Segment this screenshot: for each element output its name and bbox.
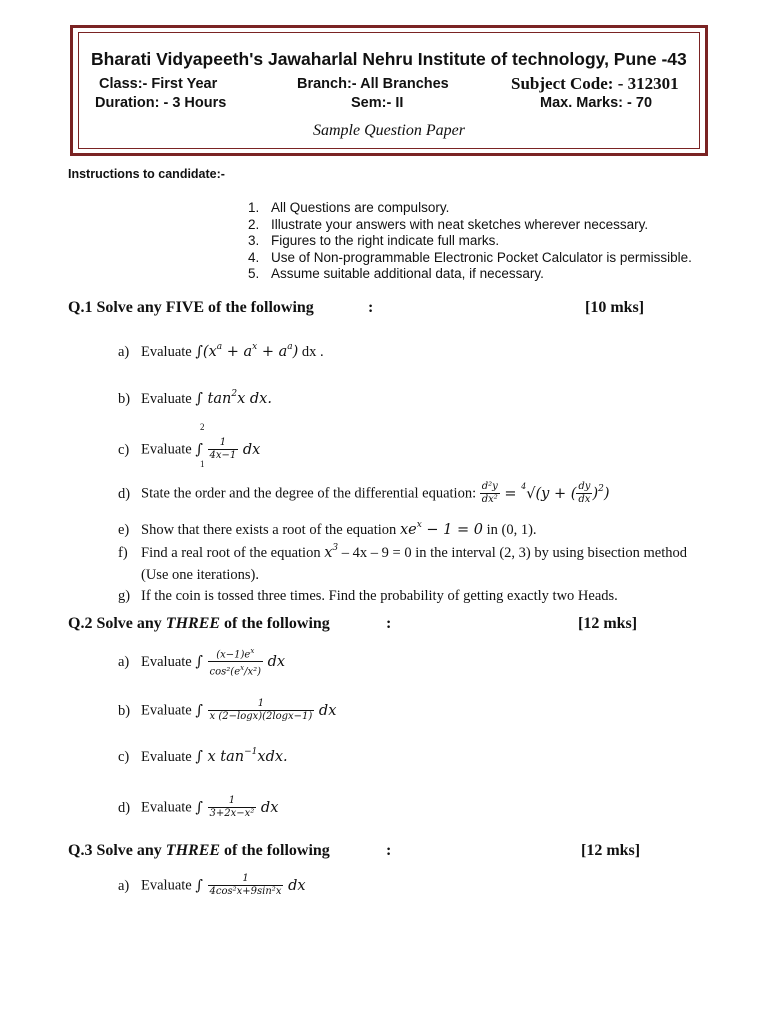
q1b-expression: ∫ $\tan^2x$ dx.	[195, 389, 272, 407]
q2-item-a	[118, 645, 285, 679]
instruction-text: Illustrate your answers with neat sketches wherever necessary.	[271, 216, 649, 232]
instruction-number: 2.	[248, 216, 260, 232]
paper-type-label: Sample Question Paper	[313, 122, 465, 139]
q3-label-post: of the following	[220, 842, 330, 859]
instruction-item	[248, 200, 692, 217]
item-label: c)	[118, 441, 130, 458]
max-marks-label: Max. Marks: - 70	[540, 95, 653, 111]
item-text: Evaluate	[141, 391, 192, 407]
q2a-expression: ∫ $\frac{(x-1)e^x}{\cos^2(e^x/x^2)}$ dx	[195, 647, 286, 678]
item-text: Evaluate	[141, 653, 192, 670]
item-label: e)	[118, 522, 130, 538]
q1-item-a: a) Evaluate $\int(x^a + a^x + a^a)$ dx .	[118, 342, 324, 360]
instruction-number: 1.	[248, 200, 260, 215]
class-label: Class:- First Year	[99, 76, 218, 92]
q1c-expression: ∫ $\frac{1}{4x-1}$ dx	[195, 437, 261, 461]
q1-heading	[68, 299, 314, 317]
header-inner-border	[78, 32, 700, 149]
item-label: c)	[118, 749, 130, 765]
branch-label: Branch:- All Branches	[297, 76, 449, 92]
q2-heading	[68, 615, 330, 633]
item-text: Evaluate	[141, 344, 192, 360]
lower-limit: 1	[200, 459, 205, 469]
item-text: If the coin is tossed three times. Find the probability of getting exactly two Heads.	[141, 588, 618, 604]
item-label: d)	[118, 485, 131, 502]
item-text: Evaluate	[141, 441, 192, 458]
q1e-expression: $xe^x - 1 = 0$	[399, 520, 483, 538]
item-text: Evaluate	[141, 749, 192, 765]
upper-limit: 2	[200, 422, 205, 432]
instruction-text: Figures to the right indicate full marks.	[271, 233, 500, 248]
instruction-item	[248, 266, 692, 283]
q2-label-emphasis: THREE	[165, 615, 221, 632]
q2-colon: :	[386, 615, 392, 632]
q2-marks: [12 mks]	[578, 615, 638, 632]
q1a-expression: $\int(x^a + a^x + a^a)$	[195, 342, 299, 360]
instruction-text: Assume suitable additional data, if necessary.	[271, 266, 544, 281]
item-label: a)	[118, 344, 130, 360]
q1-item-d	[118, 481, 610, 506]
q1-item-e	[118, 522, 537, 539]
institute-name: Bharati Vidyapeeth's Jawaharlal Nehru Institute of technology, Pune -43	[91, 49, 687, 69]
item-text: Show that there exists a root of the equation	[141, 522, 397, 538]
instruction-number: 3.	[248, 233, 260, 248]
item-text: Find a real root of the equation	[141, 545, 321, 561]
q2-item-b	[118, 698, 336, 723]
q3-label-pre: Q.3 Solve any	[68, 842, 166, 859]
instruction-text: All Questions are compulsory.	[271, 200, 450, 215]
q1-item-b	[118, 391, 272, 408]
q1f-expression: $x^3$	[324, 543, 339, 561]
q1-item-g	[118, 588, 618, 605]
q2c-expression: ∫ x $\tan^{-1}xdx$.	[195, 747, 288, 765]
item-text: State the order and the degree of the differential equation:	[141, 485, 477, 502]
q1-label: Q.1 Solve any FIVE of the following	[68, 299, 314, 316]
instruction-text: Use of Non-programmable Electronic Pocket Calculator is permissible.	[271, 249, 692, 265]
item-label: b)	[118, 702, 131, 719]
q3a-expression: ∫ $\frac{1}{\text{4cos²x+9sin²x}}$ dx	[195, 873, 306, 897]
item-text: Evaluate	[141, 799, 192, 816]
q2-item-c	[118, 749, 288, 766]
q1-colon: :	[368, 299, 374, 316]
duration-label: Duration: - 3 Hours	[95, 95, 227, 111]
item-label: g)	[118, 588, 131, 604]
q3-item-a	[118, 873, 306, 898]
q3-heading	[68, 842, 330, 860]
item-tail: – 4x – 9 = 0 in the interval (2, 3) by using bisection method	[341, 545, 688, 561]
item-label: a)	[118, 653, 130, 670]
q1-item-f-line2: (Use one iterations).	[141, 567, 259, 583]
q1d-expression: $\frac{\text{d²y}}{\text{dx²}}$ = $^4$√(y + ( $\frac{dy}{dx}$ )$^2$)	[481, 481, 610, 505]
item-label: b)	[118, 391, 131, 407]
item-label: a)	[118, 877, 130, 894]
q3-colon: :	[386, 842, 392, 859]
q2b-expression: ∫ $\frac{1}{x (2-\log x)(2\log x-1)}$ dx	[195, 698, 337, 722]
sem-label: Sem:- II	[351, 95, 404, 111]
instructions-list	[248, 200, 692, 283]
q1-item-f	[118, 545, 687, 562]
instruction-number: 5.	[248, 266, 260, 281]
instruction-item	[248, 233, 692, 250]
subject-code-label: Subject Code: - 312301	[511, 74, 679, 93]
instruction-number: 4.	[248, 249, 260, 265]
q2d-expression: ∫ $\frac{1}{\text{3+2x−x²}}$ dx	[195, 795, 279, 819]
instructions-heading: Instructions to candidate:-	[68, 167, 225, 181]
instruction-item	[248, 217, 692, 234]
item-text: Evaluate	[141, 702, 192, 719]
item-tail: in (0, 1).	[486, 522, 537, 538]
item-label: f)	[118, 545, 128, 561]
instruction-item	[248, 250, 692, 267]
q3-label-emphasis: THREE	[165, 842, 221, 859]
q2-label-post: of the following	[220, 615, 330, 632]
header-box	[70, 25, 708, 156]
item-text: Evaluate	[141, 877, 192, 894]
q2-label-pre: Q.2 Solve any	[68, 615, 166, 632]
q2-item-d	[118, 795, 278, 820]
q1-marks: [10 mks]	[585, 299, 645, 316]
q3-marks: [12 mks]	[581, 842, 641, 859]
item-label: d)	[118, 799, 131, 816]
